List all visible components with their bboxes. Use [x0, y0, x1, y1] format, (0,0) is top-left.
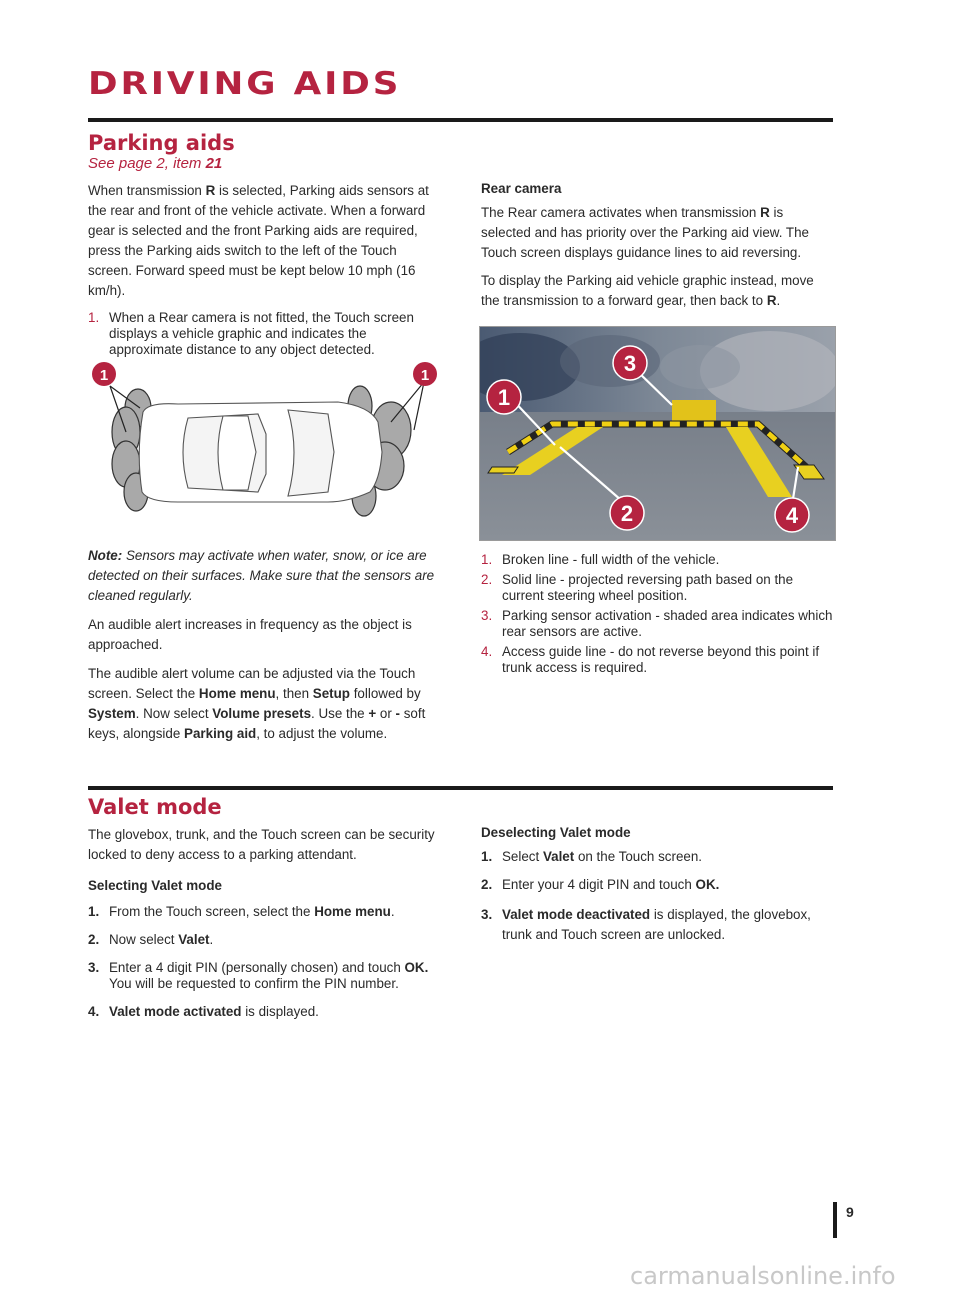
volume-bold: Setup [312, 686, 350, 701]
step-text: on the Touch screen. [574, 849, 703, 864]
step-text: Enter a 4 digit PIN (personally chosen) and touch [109, 960, 405, 975]
step-bold: Valet [542, 849, 575, 864]
list-num: 2. [481, 572, 493, 587]
step-bold: OK. [404, 960, 429, 975]
list-item [88, 310, 440, 358]
list-text: Access guide line - do not reverse beyond this point if trunk access is required. [502, 644, 820, 675]
list-item [481, 905, 833, 945]
list-num: 3. [88, 960, 100, 975]
header-rule [88, 118, 833, 122]
rc-bold: R [766, 293, 777, 308]
volume-text: , to adjust the volume. [256, 726, 388, 741]
volume-text: . Now select [135, 706, 213, 721]
volume-para [88, 664, 440, 744]
rc-bold: R [760, 205, 770, 220]
left-column-bottom [88, 546, 440, 744]
intro-bold-r: R [205, 183, 216, 198]
volume-bold: - [395, 706, 400, 721]
intro-text-1: When transmission [88, 183, 206, 198]
rear-camera-image [479, 326, 836, 541]
step-bold: Valet mode activated [109, 1004, 242, 1019]
step-text: is displayed. [241, 1004, 319, 1019]
volume-text: or [376, 706, 396, 721]
parking-sensor-car-figure [88, 352, 446, 530]
select-steps [88, 904, 440, 1020]
list-num: 1. [88, 904, 100, 919]
car-callout-1-rear [92, 362, 116, 386]
note-text: Sensors may activate when water, snow, or ice are detected on their surfaces. Make sure that the sensors are cleaned regularly. [88, 548, 435, 603]
list-item [481, 877, 833, 893]
parking-intro [88, 181, 440, 301]
deselect-heading: Deselecting Valet mode [481, 825, 631, 840]
volume-text: The audible alert volume can be adjusted via the Touch screen. Select the [88, 666, 416, 701]
volume-text: soft keys, alongside [88, 706, 426, 741]
rc-text: The Rear camera activates when transmission [481, 205, 761, 220]
callout-label: 3 [623, 351, 637, 376]
step-text: Select [502, 849, 543, 864]
list-num: 2. [481, 877, 493, 892]
watermark: carmanualsonline.info [630, 1262, 896, 1290]
parking-list [88, 310, 440, 358]
step-bold: OK. [695, 877, 720, 892]
step-text: From the Touch screen, select the [109, 904, 315, 919]
step-text: You will be requested to confirm the PIN number. [109, 976, 399, 991]
rc-text: is selected and has priority over the Parking aid view. The Touch screen displays guidance lines to aid reversing. [481, 205, 810, 260]
callout-label: 1 [497, 385, 511, 410]
list-num: 4. [88, 1004, 100, 1019]
sensor-active-area [672, 400, 716, 422]
list-item [481, 552, 833, 568]
step-bold: Home menu [314, 904, 391, 919]
volume-text: . Use the [311, 706, 369, 721]
section-title-parking: Parking aids [88, 131, 235, 155]
list-text: When a Rear camera is not fitted, the Touch screen displays a vehicle graphic and indicates the approximate distance to any object detected. [109, 310, 414, 357]
page-number-bar [833, 1202, 837, 1238]
list-item [481, 849, 833, 865]
intro-text-2: is selected, Parking aids sensors at the rear and front of the vehicle activate. When a forward gear is selected and the front Parking aids are required, press the Parking aids switch to the left of the Touch screen. Forward speed must be kept below 10 mph (16 km/h). [88, 183, 429, 298]
valet-left-column [88, 825, 440, 1020]
callout-label: 4 [785, 503, 799, 528]
car-outline [139, 402, 382, 502]
list-text: Parking sensor activation - shaded area indicates which rear sensors are active. [502, 608, 833, 639]
page-number: 9 [846, 1204, 854, 1220]
volume-bold: Home menu [198, 686, 276, 701]
camera-callout-3 [613, 346, 647, 380]
list-num: 4. [481, 644, 493, 659]
step-bold: Valet [178, 932, 210, 947]
list-text: Broken line - full width of the vehicle. [502, 552, 720, 567]
step-bold: Valet mode deactivated [502, 907, 651, 922]
rc-text: To display the Parking aid vehicle graphic instead, move the transmission to a forward gear, then back to [481, 273, 814, 308]
camera-callout-4 [775, 498, 809, 532]
step-text: . [209, 932, 214, 947]
left-column-top [88, 181, 440, 358]
valet-intro: The glovebox, trunk, and the Touch screen can be security locked to deny access to a parking attendant. [88, 827, 435, 862]
see-page-reference [88, 155, 222, 172]
list-num: 1. [481, 552, 493, 567]
list-item [88, 1004, 440, 1020]
rear-camera-legend [481, 552, 833, 676]
callout-label: 2 [620, 501, 634, 526]
volume-bold: + [368, 706, 377, 721]
list-num: 1. [88, 310, 100, 325]
right-column-top [481, 179, 833, 311]
list-item [481, 644, 833, 676]
step-text: Now select [109, 932, 179, 947]
list-num: 3. [481, 907, 493, 922]
list-item [88, 960, 440, 992]
volume-text: followed by [349, 686, 421, 701]
rc-text: . [776, 293, 781, 308]
select-heading: Selecting Valet mode [88, 878, 222, 893]
list-text: Solid line - projected reversing path based on the current steering wheel position. [502, 572, 794, 603]
note [88, 546, 440, 606]
list-item [88, 932, 440, 948]
rear-camera-para-1 [481, 203, 833, 263]
volume-text: , then [275, 686, 313, 701]
section-title-valet: Valet mode [88, 795, 222, 819]
list-item [88, 904, 440, 920]
car-callout-1-front [413, 362, 437, 386]
step-text: is displayed, the glovebox, trunk and Touch screen are unlocked. [502, 907, 811, 942]
list-item [481, 608, 833, 640]
see-page-item: 21 [205, 155, 223, 172]
rear-camera-heading: Rear camera [481, 181, 562, 196]
callout-label: 1 [420, 367, 430, 384]
chapter-title: DRIVING AIDS [88, 66, 402, 102]
volume-bold: System [88, 706, 136, 721]
list-num: 3. [481, 608, 493, 623]
volume-bold: Volume presets [212, 706, 312, 721]
valet-right-column [481, 823, 833, 945]
alert-para: An audible alert increases in frequency as the object is approached. [88, 617, 412, 652]
deselect-steps [481, 849, 833, 945]
camera-callout-1 [487, 380, 521, 414]
rear-camera-list [481, 552, 833, 676]
step-text: . [390, 904, 395, 919]
list-item [481, 572, 833, 604]
volume-bold: Parking aid [184, 726, 257, 741]
note-label: Note: [88, 548, 123, 563]
step-text: Enter your 4 digit PIN and touch [502, 877, 696, 892]
see-page-prefix: See page 2, item [88, 155, 206, 172]
camera-callout-2 [610, 496, 644, 530]
list-num: 1. [481, 849, 493, 864]
list-num: 2. [88, 932, 100, 947]
valet-rule [88, 786, 833, 790]
callout-label: 1 [99, 367, 109, 384]
rear-camera-para-2 [481, 271, 833, 311]
